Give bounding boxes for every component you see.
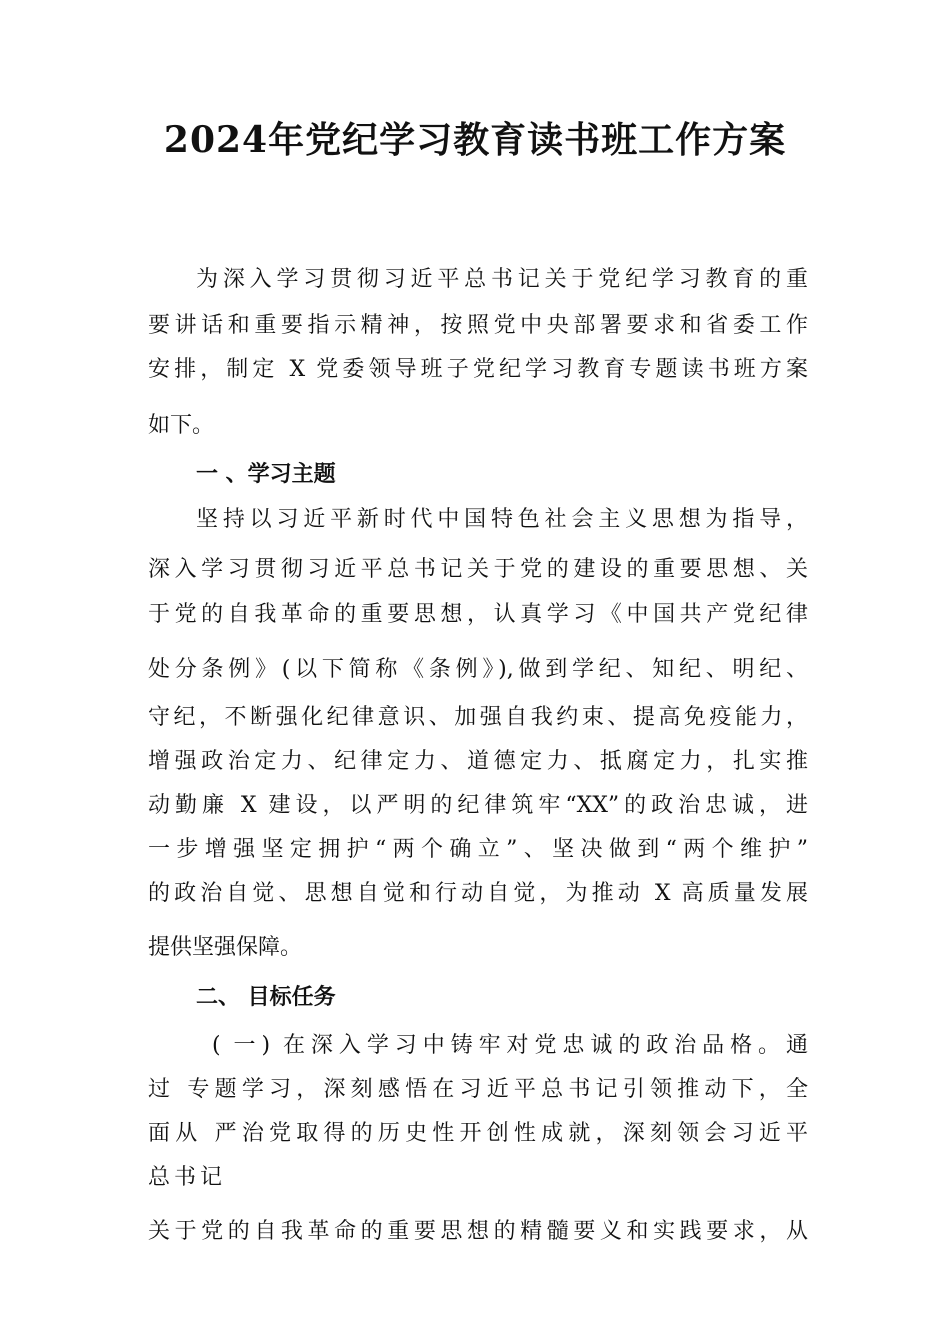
section-heading: 二、 目标任务 — [196, 985, 336, 1010]
section-line: 总书记 — [148, 1165, 227, 1190]
section-heading: 一 、学习主题 — [196, 462, 336, 487]
section-line: 守纪，不断强化纪律意识、加强自我约束、提高免疫能力， — [148, 705, 808, 730]
section-line: 于党的自我革命的重要思想，认真学习《中国共产党纪律 — [148, 602, 808, 627]
section-line: 面从 严治党取得的历史性开创性成就，深刻领会习近平 — [148, 1121, 808, 1146]
section-line: 增强政治定力、纪律定力、道德定力、抵腐定力，扎实推 — [148, 749, 808, 774]
section-line: 动勤廉 X 建设，以严明的纪律筑牢“XX”的政治忠诚，进 — [148, 793, 808, 818]
section-line: ( 一) 在深入学习中铸牢对党忠诚的政治品格。通 — [212, 1033, 808, 1058]
section-line: 关于党的自我革命的重要思想的精髓要义和实践要求，从 — [148, 1219, 808, 1244]
intro-line: 为深入学习贯彻习近平总书记关于党纪学习教育的重 — [196, 267, 808, 292]
section-line: 处分条例》(以下简称《条例》),做到学纪、知纪、明纪、 — [148, 657, 808, 682]
section-line: 深入学习贯彻习近平总书记关于党的建设的重要思想、关 — [148, 557, 808, 582]
intro-line: 如下。 — [148, 413, 215, 438]
section-line: 坚持以习近平新时代中国特色社会主义思想为指导， — [196, 507, 808, 532]
section-line: 的政治自觉、思想自觉和行动自觉，为推动 X 高质量发展 — [148, 881, 808, 906]
section-line: 一步增强坚定拥护“两个确立”、坚决做到“两个维护” — [148, 837, 808, 862]
section-line: 提供坚强保障。 — [148, 935, 303, 960]
intro-line: 要讲话和重要指示精神，按照党中央部署要求和省委工作 — [148, 313, 808, 338]
section-line: 过 专题学习，深刻感悟在习近平总书记引领推动下，全 — [148, 1077, 808, 1102]
intro-line: 安排，制定 X 党委领导班子党纪学习教育专题读书班方案 — [148, 357, 808, 382]
document-title: 2024年党纪学习教育读书班工作方案 — [163, 119, 787, 161]
